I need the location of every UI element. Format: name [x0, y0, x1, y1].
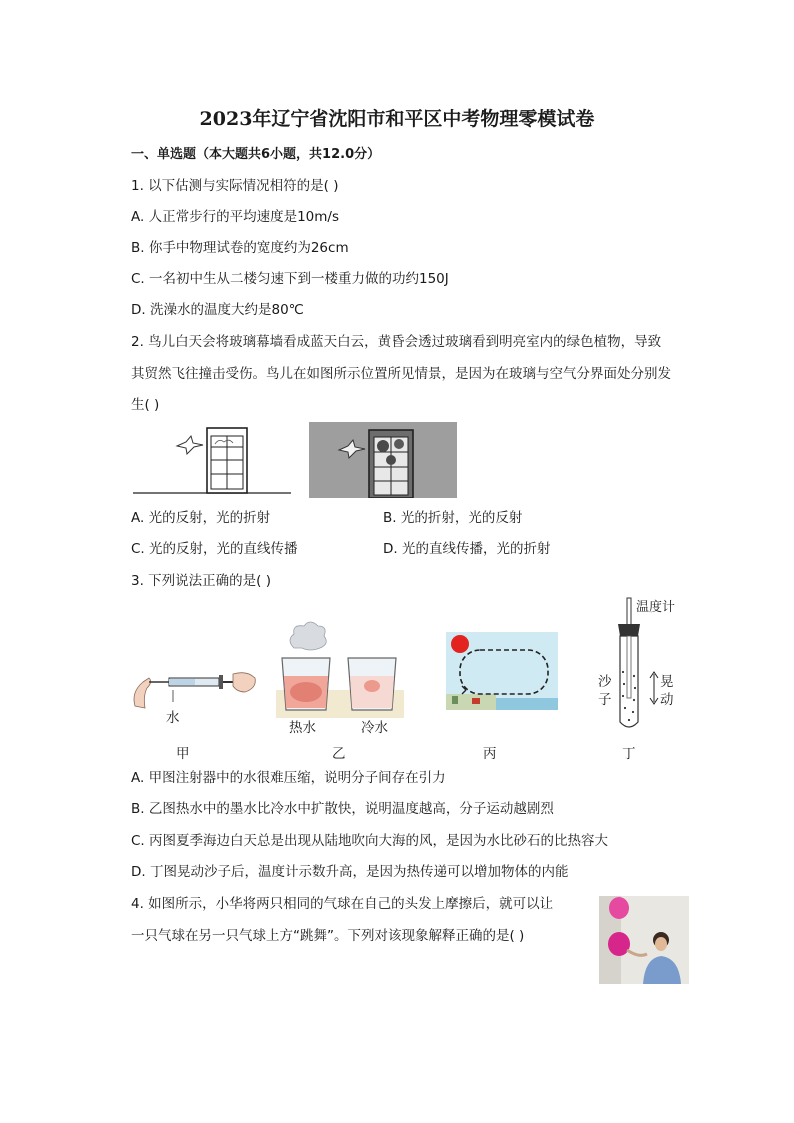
- sea-breeze-figure: [446, 632, 558, 716]
- balloon-icon: [608, 932, 630, 956]
- label-sand-2: 子: [598, 692, 612, 708]
- label-shake-1: 晃: [660, 674, 674, 690]
- q2-figure-day: [131, 422, 293, 498]
- label-thermometer: 温度计: [636, 600, 676, 615]
- caption-jia: 甲: [176, 746, 190, 762]
- up-down-arrow-icon: [649, 670, 659, 706]
- caption-ding: 丁: [622, 746, 636, 762]
- q4-stem-line2: 一只气球在另一只气球上方“跳舞”。下列对该现象解释正确的是( ): [131, 928, 525, 944]
- balloon-icon: [609, 897, 629, 919]
- caption-yi: 乙: [332, 746, 346, 762]
- label-water: 水: [166, 710, 180, 726]
- balloon-photo: [599, 896, 689, 984]
- q3-option-d: D. 丁图晃动沙子后，温度计示数升高，是因为热传递可以增加物体的内能: [131, 864, 569, 880]
- q3-option-a: A. 甲图注射器中的水很难压缩，说明分子间存在引力: [131, 770, 446, 786]
- q2-figure-dusk: [309, 422, 457, 498]
- q1-option-b: B. 你手中物理试卷的宽度约为26cm: [131, 240, 349, 256]
- q2-option-a: A. 光的反射，光的折射: [131, 510, 271, 526]
- q1-stem: 1. 以下估测与实际情况相符的是( ): [131, 178, 339, 194]
- label-cold-water: 冷水: [361, 720, 388, 736]
- q3-stem: 3. 下列说法正确的是( ): [131, 573, 271, 589]
- q1-option-a: A. 人正常步行的平均速度是10m/s: [131, 209, 339, 225]
- q2-option-c: C. 光的反射，光的直线传播: [131, 541, 298, 557]
- q1-option-d: D. 洗澡水的温度大约是80℃: [131, 302, 304, 318]
- label-hot-water: 热水: [289, 720, 316, 736]
- q2-stem-line1: 2. 鸟儿白天会将玻璃幕墙看成蓝天白云，黄昏会透过玻璃看到明亮室内的绿色植物，导致: [131, 334, 662, 350]
- test-tube-figure: [612, 596, 648, 734]
- q3-option-c: C. 丙图夏季海边白天总是出现从陆地吹向大海的风，是因为水比砂石的比热容大: [131, 833, 609, 849]
- q2-stem-line3: 生( ): [131, 397, 160, 413]
- section-heading: 一、单选题（本大题共6小题，共12.0分）: [131, 147, 381, 162]
- label-sand-1: 沙: [598, 674, 612, 690]
- caption-bing: 丙: [483, 746, 497, 762]
- q2-option-d: D. 光的直线传播，光的折射: [383, 541, 551, 557]
- label-shake-2: 动: [660, 692, 674, 708]
- q2-stem-line2: 其贸然飞往撞击受伤。鸟儿在如图所示位置所见情景，是因为在玻璃与空气分界面处分别发: [131, 366, 671, 382]
- beakers-figure: [276, 618, 404, 718]
- syringe-figure: [129, 662, 259, 722]
- q2-option-b: B. 光的折射，光的反射: [383, 510, 523, 526]
- sun-icon: [451, 635, 469, 653]
- q4-stem-line1: 4. 如图所示，小华将两只相同的气球在自己的头发上摩擦后，就可以让: [131, 896, 554, 912]
- page-title: 2023年辽宁省沈阳市和平区中考物理零模试卷: [199, 108, 595, 130]
- q1-option-c: C. 一名初中生从二楼匀速下到一楼重力做的功约150J: [131, 271, 449, 287]
- q3-option-b: B. 乙图热水中的墨水比冷水中扩散快，说明温度越高，分子运动越剧烈: [131, 801, 554, 817]
- bird-icon: [177, 436, 203, 454]
